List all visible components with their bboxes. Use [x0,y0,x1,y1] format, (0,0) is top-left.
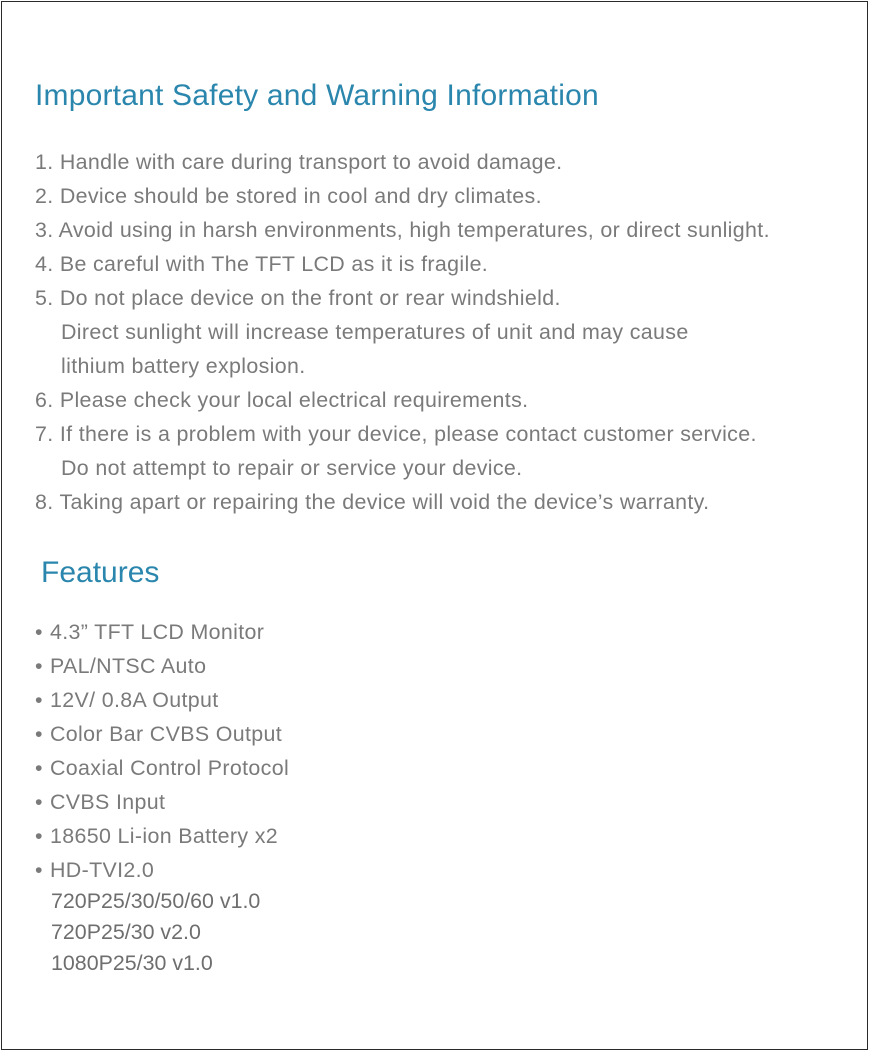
safety-item-1: 1. Handle with care during transport to avoid damage. [35,150,563,174]
feature-item [35,615,635,649]
safety-item-3: 3. Avoid using in harsh environments, high temperatures, or direct sunlight. [35,218,770,242]
feature-label: 18650 Li-ion Battery x2 [50,824,279,848]
feature-item [35,683,635,717]
hd-tvi-mode: 720P25/30 v2.0 [51,920,201,944]
feature-label: PAL/NTSC Auto [50,654,207,678]
page-frame [1,1,868,1050]
safety-item-5: 5. Do not place device on the front or rear windshield. [35,286,561,310]
feature-label: Color Bar CVBS Output [50,722,283,746]
safety-item-7: 7. If there is a problem with your device, please contact customer service. [35,422,757,446]
feature-item [35,649,635,683]
bullet-icon: • [35,654,43,678]
bullet-icon: • [35,824,43,848]
safety-item-7-continued: Do not attempt to repair or service your device. [61,456,523,480]
features-heading: Features [41,556,160,589]
safety-list [35,145,865,519]
bullet-icon: • [35,790,43,814]
hd-tvi-mode: 720P25/30/50/60 v1.0 [51,889,261,913]
feature-label: 4.3” TFT LCD Monitor [50,620,265,644]
features-list [35,615,635,887]
bullet-icon: • [35,620,43,644]
safety-item-5-continued: Direct sunlight will increase temperatures of unit and may cause [61,320,689,344]
hd-tvi-sub-list [51,886,260,979]
safety-item-4: 4. Be careful with The TFT LCD as it is fragile. [35,252,489,276]
feature-label: Coaxial Control Protocol [50,756,290,780]
feature-item [35,785,635,819]
safety-heading: Important Safety and Warning Information [35,79,599,112]
feature-label: HD-TVI2.0 [50,858,155,882]
hd-tvi-mode: 1080P25/30 v1.0 [51,951,213,975]
feature-label: CVBS Input [50,790,166,814]
safety-item-5-continued: lithium battery explosion. [61,354,306,378]
bullet-icon: • [35,858,43,882]
feature-item [35,717,635,751]
bullet-icon: • [35,722,43,746]
feature-item [35,751,635,785]
safety-item-8: 8. Taking apart or repairing the device will void the device’s warranty. [35,490,710,514]
safety-item-6: 6. Please check your local electrical requirements. [35,388,529,412]
bullet-icon: • [35,756,43,780]
feature-item [35,819,635,853]
bullet-icon: • [35,688,43,712]
feature-item [35,853,635,887]
feature-label: 12V/ 0.8A Output [50,688,219,712]
safety-item-2: 2. Device should be stored in cool and dry climates. [35,184,542,208]
